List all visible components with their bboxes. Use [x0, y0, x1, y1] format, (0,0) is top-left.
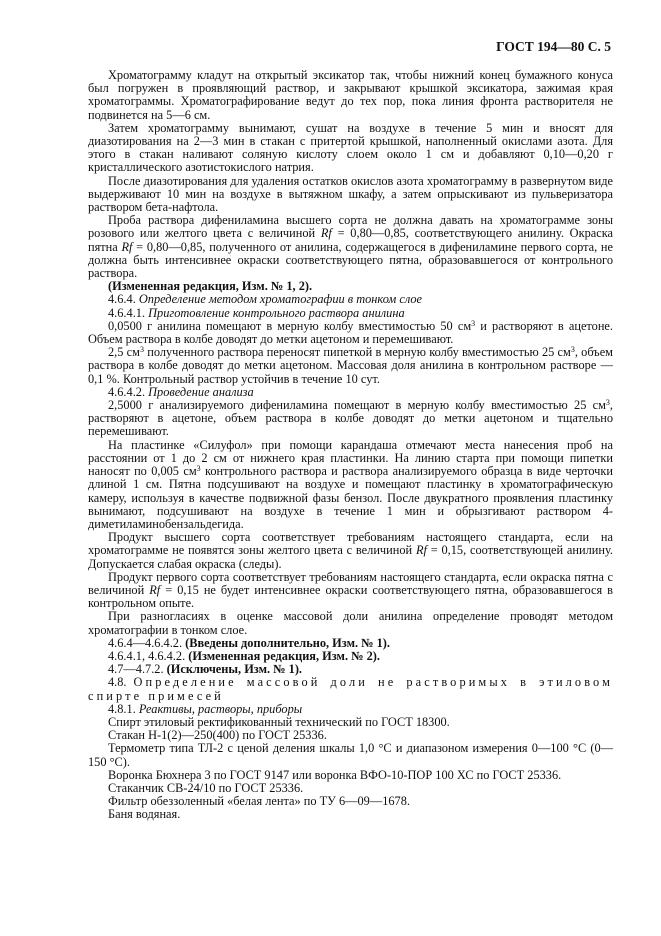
paragraph [88, 175, 613, 215]
text: 4.6.4.2. [108, 384, 149, 399]
text: 4.7—4.7.2. [108, 662, 167, 677]
text: Баня водяная. [108, 807, 181, 822]
superscript: 3 [471, 318, 476, 328]
text: 4.8. [108, 675, 134, 690]
text: полученного раствора переносят пипеткой в мерную колбу вместимостью 25 см [143, 345, 571, 360]
page-header: ГОСТ 194—80 С. 5 [496, 39, 611, 54]
text: Термометр типа ТЛ-2 с ценой деления шкалы 1,0 °С и диапазоном измерения 0—100 °С (0—150 °С). [88, 741, 613, 769]
paragraph [88, 214, 613, 280]
paragraph [88, 399, 613, 439]
text: На пластинке «Силуфол» при помощи карандаша отмечают места нанесения проб на расстоянии от 1 до 2 см от нижнего края пластинки. На линию старта при помощи пипетки наносят по 0,005 см [88, 437, 613, 479]
text: Хроматограмму кладут на открытый эксикатор так, чтобы нижний конец бумажного конуса был погружен в проявляющий раствор, и закрывают крышкой эксикатора, зажимая края хроматограммы. Хроматографирование ведут до тех пор, пока линия фронта растворителя не подвинется на 5—6 см. [88, 68, 613, 122]
bold-text: (Измененная редакция, Изм. № 2). [188, 648, 380, 663]
paragraph [88, 676, 613, 702]
italic-text: Определение методом хроматографии в тонком слое [138, 292, 423, 307]
text: Спирт этиловый ректификованный технический по ГОСТ 18300. [108, 714, 450, 729]
paragraph [88, 742, 613, 768]
paragraph [88, 531, 613, 571]
text: , растворяют в ацетоне, объем раствора в колбе доводят до метки ацетоном и тщательно перемешивают. [88, 398, 613, 439]
text: Стакан Н-1(2)—250(400) по ГОСТ 25336. [108, 728, 327, 743]
paragraph [88, 610, 613, 636]
text: Продукт первого сорта соответствует требованиям настоящего стандарта, если окраска пятна с величиной [88, 569, 613, 597]
text: 0,0500 г анилина помещают в мерную колбу вместимостью 50 см [108, 318, 472, 333]
text: Воронка Бюхнера 3 по ГОСТ 9147 или воронка ВФО-10-ПОР 100 ХС по ГОСТ 25336. [108, 767, 562, 782]
bold-text: (Измененная редакция, Изм. № 1, 2). [108, 279, 313, 294]
text: После диазотирования для удаления остатков окислов азота хроматограмму в развернутом виде выдерживают 10 мин на воздухе в вытяжном шкафу, а затем опрыскивают из пульверизатора раствором бета-нафтола. [88, 173, 613, 215]
italic-text: Проведение анализа [148, 384, 254, 399]
superscript: 3 [570, 345, 575, 355]
text: 2,5000 г анализируемого дифениламина помещают в мерную колбу вместимостью 25 см [108, 398, 606, 413]
text: контрольного раствора и раствора анализируемого образца в виде черточки длиной 1 см. Пятна подсушивают на воздухе и помещают пластинку в хроматографическую камеру, используя в качестве подвижной фазы бензол. После двукратного проявления пластинку вынимают, подсушивают на воздухе в течение 1 мин и обрызгивают раствором 4-диметиламинобензальдегида. [88, 464, 613, 531]
text: Стаканчик СВ-24/10 по ГОСТ 25336. [108, 780, 304, 795]
text: Продукт высшего сорта соответствует требованиям настоящего стандарта, если на хроматограмме не появятся зоны желтого цвета с величиной [88, 530, 613, 558]
italic-text: Rf [320, 226, 332, 241]
italic-text: Rf [121, 239, 133, 254]
text: = 0,15 не будет интенсивнее окраски соответствующего пятна, образовавшегося в контрольном опыте. [88, 582, 613, 611]
paragraph [88, 122, 613, 175]
text: Фильтр обеззоленный «белая лента» по ТУ 6—09—1678. [108, 794, 410, 809]
superscript: 3 [196, 464, 201, 474]
italic-text: Rf [415, 543, 427, 558]
text: Затем хроматограмму вынимают, сушат на воздухе в течение 5 мин и вносят для диазотирования на 2—3 мин в стакан с притертой крышкой, наполненный окислами азота. Для этого в стакан наливают соляную кислоту слоем около 1 см и добавляют 0,10—0,20 г кристаллического азотистокислого натрия. [88, 120, 613, 175]
text: , объем раствора в колбе доводят до метки ацетоном. Массовая доля анилина в контрольном растворе — 0,1 %. Контрольный раствор устойчив в течение 10 сут. [88, 345, 613, 386]
text: 4.6.4.1. [108, 305, 149, 320]
superscript: 3 [139, 345, 144, 355]
paragraph [88, 346, 613, 386]
text: = 0,80—0,85, соответствующего анилину. Окраска пятна [88, 226, 613, 254]
text: 2,5 см [108, 345, 140, 360]
paragraph [88, 439, 613, 531]
text: Проба раствора дифениламина высшего сорта не должна давать на хроматограмме зоны розового или желтого цвета с величиной [88, 213, 613, 241]
text: 4.8.1. [108, 701, 139, 716]
paragraph [88, 320, 613, 346]
superscript: 3 [605, 398, 610, 408]
text: 4.6.4—4.6.4.2. [108, 635, 186, 650]
text: 4.6.4. [108, 292, 139, 307]
document-body [88, 69, 613, 822]
bold-text: (Введены дополнительно, Изм. № 1). [185, 635, 391, 650]
italic-text: Приготовление контрольного раствора анилина [148, 305, 405, 320]
bold-text: (Исключены, Изм. № 1). [166, 662, 303, 677]
italic-text: Rf [149, 582, 161, 597]
text: и растворяют в ацетоне. Объем раствора в колбе доводят до метки ацетоном и перемешивают. [88, 318, 613, 347]
italic-text: Реактивы, растворы, приборы [138, 701, 303, 716]
paragraph [88, 808, 613, 821]
text: При разногласиях в оценке массовой доли анилина определение проводят методом хроматографии в тонком слое. [88, 609, 613, 637]
paragraph [88, 571, 613, 611]
paragraph [88, 69, 613, 122]
text: = 0,15, соответствующей анилину. Допускается слабая окраска (следы). [88, 543, 613, 571]
text: = 0,80—0,85, полученного от анилина, содержащегося в дифениламине первого сорта, не должна быть интенсивнее окраски соответствующего пятна, образовавшегося от контрольного раствора. [88, 239, 613, 281]
spaced-heading: Определение массовой доли не растворимых в этиловом спирте примесей [88, 675, 613, 703]
text: 4.6.4.1, 4.6.4.2. [108, 648, 189, 663]
